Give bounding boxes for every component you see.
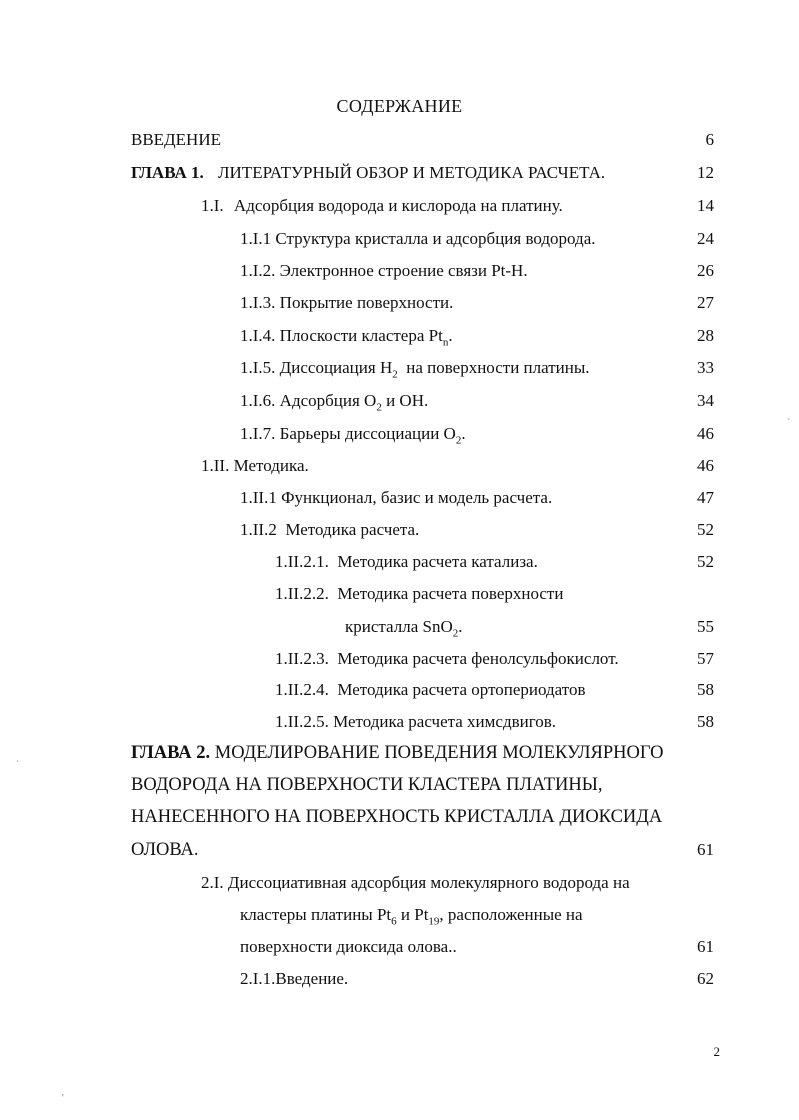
toc-page-1-II-2: 52 bbox=[697, 520, 714, 539]
entry-text: кристалла SnO bbox=[345, 617, 453, 636]
entry-text: 1.I.7. Барьеры диссоциации O bbox=[240, 424, 456, 443]
subscript: 2 bbox=[376, 401, 382, 414]
subscript: 2 bbox=[392, 368, 398, 381]
subscript: 2 bbox=[455, 434, 462, 447]
toc-entry-1-I-5 bbox=[240, 357, 590, 385]
subscript: 19 bbox=[428, 915, 440, 928]
entry-text: и Pt bbox=[396, 905, 429, 924]
page-title: СОДЕРЖАНИЕ bbox=[336, 96, 463, 116]
toc-page-1-II-2-2: 55 bbox=[697, 617, 714, 636]
toc-entry-2-I-line3: поверхности диоксида олова.. bbox=[240, 937, 457, 956]
toc-entry-1-I-2: 1.I.2. Электронное строение связи Pt-H. bbox=[240, 261, 528, 280]
toc-entry-1-I-3: 1.I.3. Покрытие поверхности. bbox=[240, 293, 454, 312]
entry-text: кластеры платины Pt bbox=[240, 905, 392, 924]
toc-page-1-I-6: 34 bbox=[697, 391, 714, 410]
toc-entry-1-I bbox=[201, 195, 563, 217]
toc-page-intro: 6 bbox=[705, 130, 714, 149]
toc-entry-1-II-2-2-cont bbox=[345, 616, 462, 644]
entry-text-end: , расположенные на bbox=[439, 905, 583, 924]
section-number: 1.I. bbox=[201, 196, 224, 215]
chapter-1-number: ГЛАВА 1. bbox=[131, 163, 204, 182]
toc-page-1-I-1: 24 bbox=[697, 229, 714, 248]
toc-page-chapter-2: 61 bbox=[697, 840, 714, 859]
toc-entry-1-II: 1.II. Методика. bbox=[201, 456, 309, 475]
toc-page-1-II-2-3: 57 bbox=[697, 649, 714, 668]
toc-page-2-I: 61 bbox=[697, 937, 714, 956]
chapter-2-number: ГЛАВА 2. bbox=[131, 743, 211, 763]
toc-page-1-II-1: 47 bbox=[697, 488, 714, 507]
subscript: 6 bbox=[391, 915, 397, 928]
toc-page-1-II-2-4: 58 bbox=[697, 680, 714, 699]
toc-entry-chapter-2-line3: НАНЕСЕННОГО НА ПОВЕРХНОСТЬ КРИСТАЛЛА ДИОКСИДА bbox=[131, 807, 663, 827]
toc-entry-1-II-2-4: 1.II.2.4. Методика расчета ортопериодатов bbox=[275, 680, 586, 699]
page-number: 2 bbox=[713, 1044, 720, 1059]
toc-entry-1-II-2: 1.II.2 Методика расчета. bbox=[240, 520, 420, 539]
toc-entry-2-I-1: 2.I.1.Введение. bbox=[240, 969, 349, 988]
scan-speck: ' bbox=[62, 1093, 64, 1104]
toc-page-1-I-2: 26 bbox=[697, 261, 714, 280]
toc-entry-1-I-4 bbox=[240, 325, 453, 353]
entry-text-end: . bbox=[448, 326, 453, 345]
toc-entry-chapter-2-line1 bbox=[131, 742, 664, 764]
entry-text-end: . bbox=[458, 617, 463, 636]
entry-text: 1.I.5. Диссоциация H bbox=[240, 358, 393, 377]
toc-page-1-II-2-5: 58 bbox=[697, 712, 714, 731]
toc-entry-1-I-1: 1.I.1 Структура кристалла и адсорбция водорода. bbox=[240, 229, 596, 248]
entry-text-end: . bbox=[461, 424, 466, 443]
toc-entry-1-II-2-2: 1.II.2.2. Методика расчета поверхности bbox=[275, 584, 564, 603]
entry-text: 1.I.6. Адсорбция O bbox=[240, 391, 377, 410]
toc-entry-chapter-2-line4: ОЛОВА. bbox=[131, 840, 199, 860]
toc-page-1-I-4: 28 bbox=[697, 326, 714, 345]
toc-entry-intro: ВВЕДЕНИЕ bbox=[131, 130, 221, 149]
toc-page-1-I-5: 33 bbox=[697, 358, 714, 377]
toc-entry-2-I-line2 bbox=[240, 904, 583, 932]
toc-entry-1-I-6 bbox=[240, 390, 428, 418]
toc-entry-chapter-2-line2: ВОДОРОДА НА ПОВЕРХНОСТИ КЛАСТЕРА ПЛАТИНЫ, bbox=[131, 775, 603, 795]
subscript: n bbox=[442, 336, 449, 349]
chapter-2-title-line1: МОДЕЛИРОВАНИЕ ПОВЕДЕНИЯ МОЛЕКУЛЯРНОГО bbox=[210, 743, 664, 763]
subscript: 2 bbox=[452, 627, 459, 640]
toc-page-chapter-1: 12 bbox=[697, 163, 714, 182]
toc-page-1-I-7: 46 bbox=[697, 424, 714, 443]
entry-text-end: и OH. bbox=[381, 391, 429, 410]
chapter-1-title: ЛИТЕРАТУРНЫЙ ОБЗОР И МЕТОДИКА РАСЧЕТА. bbox=[218, 163, 606, 182]
toc-entry-2-I-line1: 2.I. Диссоциативная адсорбция молекулярного водорода на bbox=[201, 873, 630, 892]
toc-page-1-I: 14 bbox=[697, 196, 714, 215]
toc-entry-1-II-2-5: 1.II.2.5. Методика расчета химсдвигов. bbox=[275, 712, 557, 731]
toc-page-2-I-1: 62 bbox=[697, 969, 714, 988]
entry-text-end: на поверхности платины. bbox=[397, 358, 590, 377]
toc-entry-1-II-2-3: 1.II.2.3. Методика расчета фенолсульфокислот. bbox=[275, 649, 619, 668]
toc-page-1-I-3: 27 bbox=[697, 293, 714, 312]
toc-page-1-II: 46 bbox=[697, 456, 714, 475]
toc-entry-1-I-7 bbox=[240, 423, 466, 451]
section-title: Адсорбция водорода и кислорода на платину. bbox=[233, 196, 563, 215]
toc-entry-chapter-1 bbox=[131, 162, 605, 184]
scan-speck: ` bbox=[787, 418, 791, 429]
toc-page-1-II-2-1: 52 bbox=[697, 552, 714, 571]
entry-text: 1.I.4. Плоскости кластера Pt bbox=[240, 326, 443, 345]
toc-entry-1-II-1: 1.II.1 Функционал, базис и модель расчета. bbox=[240, 488, 553, 507]
scan-speck: ` bbox=[16, 760, 20, 771]
toc-entry-1-II-2-1: 1.II.2.1. Методика расчета катализа. bbox=[275, 552, 538, 571]
